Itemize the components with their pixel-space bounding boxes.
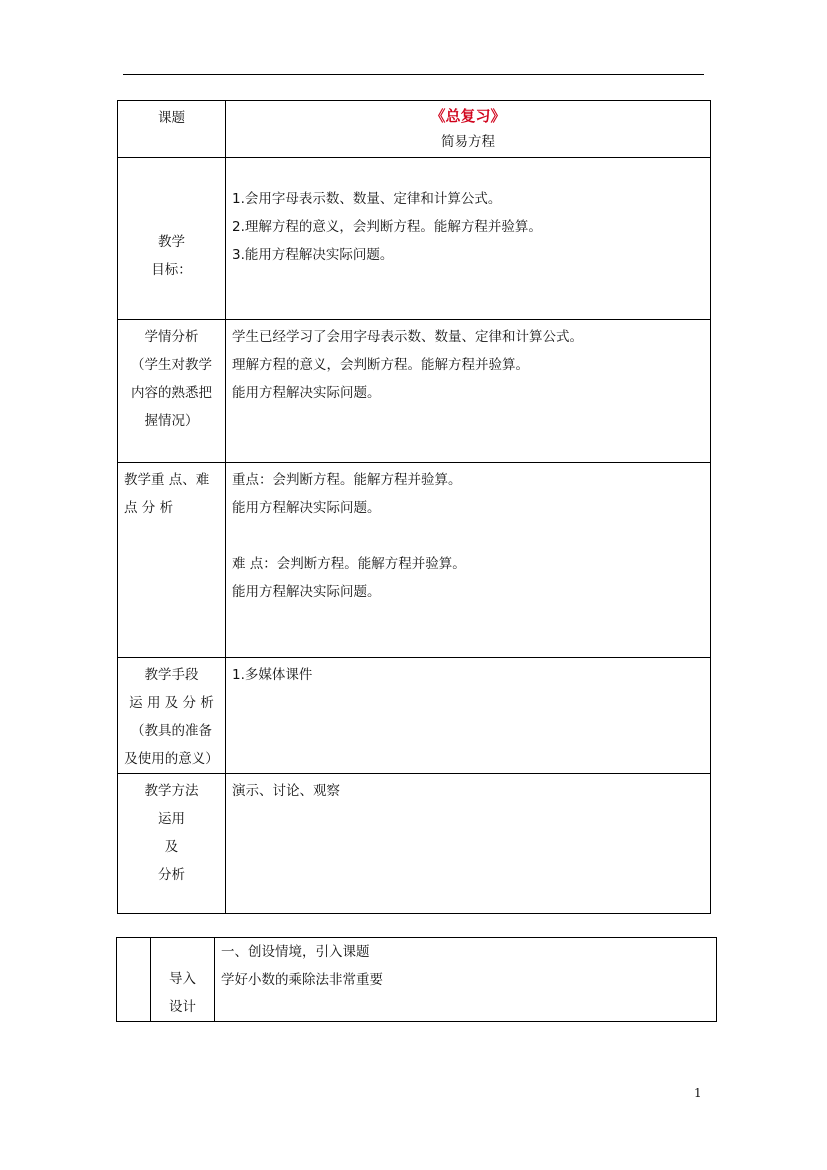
topic-label-cell [118,101,226,158]
analysis-label-line: 学情分析 [144,329,199,345]
lesson-title: 《总复习》 [430,107,506,125]
topic-label: 课题 [158,110,185,126]
goals-label-line: 目标： [151,262,192,278]
means-label-cell [118,658,226,774]
means-label-line: 教学手段 [144,667,199,683]
analysis-label-line: （学生对教学 [131,357,212,373]
lesson-plan-table [117,100,711,914]
lesson-subtitle: 简易方程 [441,134,495,150]
keypoints-label-line: 点 分 析 [124,500,174,516]
means-line: 1.多媒体课件 [232,667,313,683]
intro-line: 一、创设情境，引入课题 [221,944,370,960]
keypoints-label-line: 教学重 点、难 [124,472,210,488]
methods-label-cell [118,774,226,914]
analysis-label-line: 内容的熟悉把 [131,385,212,401]
keypoint-line: 能用方程解决实际问题。 [232,584,381,600]
table-row [118,158,711,320]
table-row [118,320,711,463]
means-label-line: 及使用的意义） [124,751,219,767]
goal-item: 1.会用字母表示数、数量、定律和计算公式。 [232,191,502,207]
topic-cell [226,101,711,158]
table-row [118,101,711,158]
methods-line: 演示、讨论、观察 [232,783,340,799]
means-label-line: （教具的准备 [131,723,212,739]
goal-item: 3.能用方程解决实际问题。 [232,247,394,263]
goals-label-cell [118,158,226,320]
goal-item: 2.理解方程的意义，会判断方程。能解方程并验算。 [232,219,542,235]
goals-label-line: 教学 [158,234,185,250]
analysis-label-line: 握情况） [144,413,199,429]
table-row [117,938,717,1022]
intro-content-cell [215,938,717,1022]
analysis-label-cell [118,320,226,463]
table-row [118,774,711,914]
intro-line: 学好小数的乘除法非常重要 [221,972,383,988]
keypoints-cell [226,463,711,658]
methods-label-line: 教学方法 [144,783,199,799]
analysis-line: 理解方程的意义，会判断方程。能解方程并验算。 [232,357,529,373]
intro-label-line: 设计 [169,999,196,1015]
methods-label-line: 运用 [158,811,185,827]
empty-cell [117,938,151,1022]
analysis-line: 能用方程解决实际问题。 [232,385,381,401]
analysis-line: 学生已经学习了会用字母表示数、数量、定律和计算公式。 [232,329,583,345]
table-row [118,658,711,774]
goals-cell [226,158,711,320]
analysis-cell [226,320,711,463]
methods-label-line: 分析 [158,867,185,883]
intro-label-line: 导入 [169,971,196,987]
means-label-line: 运 用 及 分 析 [129,695,214,711]
intro-design-table [116,937,717,1022]
methods-cell [226,774,711,914]
methods-label-line: 及 [164,839,179,855]
keypoint-line: 能用方程解决实际问题。 [232,500,381,516]
means-cell [226,658,711,774]
page-number: 1 [694,1086,702,1100]
keypoints-label-cell [118,463,226,658]
keypoint-line: 重点：会判断方程。能解方程并验算。 [232,472,462,488]
table-row [118,463,711,658]
header-rule [123,74,704,75]
keypoint-line: 难 点：会判断方程。能解方程并验算。 [232,556,466,572]
intro-label-cell [151,938,215,1022]
